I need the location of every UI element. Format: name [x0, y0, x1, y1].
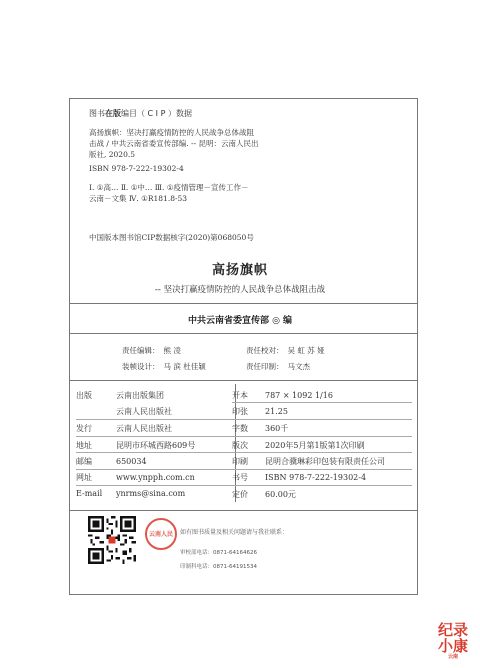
cip-isbn: ISBN 978-7-222-19302-4: [89, 164, 184, 173]
row-rule: [76, 436, 232, 437]
contact-note: 如有图书质量及相关问题请与我社联系：: [180, 529, 289, 536]
cip-line: Ⅰ. ①高… Ⅱ. ①中… Ⅲ. ①疫情管理－宣传工作－: [89, 183, 249, 192]
cip-line: 云南－文集 Ⅳ. ①R181.8-53: [89, 194, 188, 203]
publisher-seal: 云南人民: [145, 518, 177, 550]
row-rule: [232, 402, 412, 403]
divider: [70, 303, 417, 304]
distributor-row: 发行 云南人民出版社: [76, 424, 172, 433]
wordcount-row: 字数 360千: [232, 424, 289, 433]
qr-code: [88, 516, 136, 564]
logo-line: 纪录: [437, 621, 468, 639]
logo-line: 小康: [437, 637, 468, 655]
book-title: 高扬旗帜: [211, 263, 268, 278]
sheets-row: 印张 21.25: [232, 407, 288, 416]
divider: [70, 333, 417, 334]
proofreader-credit: 责任校对： 吴 虹 苏 娅: [246, 346, 325, 355]
row-rule: [232, 419, 412, 420]
row-rule: [232, 436, 412, 437]
row-rule: [232, 452, 412, 453]
divider: [70, 380, 417, 381]
print-phone: 印制科电话：0871-64191534: [180, 564, 257, 570]
cip-line: 击战 / 中共云南省委宣传部编. -- 昆明：云南人民出: [89, 139, 259, 148]
book-author: 中共云南省委宣传部 ◎ 编: [187, 316, 293, 326]
website-row: 网址 www.ynpph.com.cn: [76, 473, 195, 482]
cip-number: 中国版本图书馆CIP数据核字(2020)第068050号: [89, 233, 254, 242]
address-row: 地址 昆明市环城西路609号: [76, 441, 196, 450]
printing-credit: 责任印制： 马文杰: [246, 362, 310, 371]
row-rule: [76, 452, 232, 453]
row-rule: [76, 485, 232, 486]
brand-logo: [430, 622, 476, 664]
price-row: 定价 60.00元: [232, 490, 296, 499]
cip-line: 高扬旗帜：坚决打赢疫情防控的人民战争总体战阻: [89, 128, 254, 137]
printer-row: 印刷 昆明合骥琳彩印包装有限责任公司: [232, 457, 385, 466]
publisher-row: 出版 云南出版集团: [76, 391, 164, 400]
editor-credit: 责任编辑： 熊 凌: [122, 346, 181, 355]
postcode-row: 邮编 650034: [76, 457, 147, 466]
publisher-row: 云南人民出版社: [116, 407, 172, 416]
logo-line: 云南: [447, 654, 458, 660]
row-rule: [232, 485, 412, 486]
cip-bibliographic-record: [89, 127, 329, 174]
book-subtitle: -- 坚决打赢疫情防控的人民战争总体战阻击战: [154, 285, 326, 295]
review-phone: 审校部电话：0871-64164626: [180, 550, 257, 556]
row-rule: [76, 419, 232, 420]
cip-line: 版社, 2020.5: [89, 150, 136, 159]
designer-credit: 装帧设计： 马 滨 杜佳颖: [122, 362, 206, 371]
edition-row: 版次 2020年5月第1版第1次印刷: [232, 441, 365, 450]
isbn-row: 书号 ISBN 978-7-222-19302-4: [232, 473, 367, 482]
format-row: 开本 787 × 1092 1/16: [232, 391, 333, 400]
row-rule: [76, 469, 232, 470]
row-rule: [232, 469, 412, 470]
divider: [70, 510, 417, 511]
cip-subject-record: [89, 182, 329, 204]
cip-header: 图书在版编目（ C I P ）数据: [89, 109, 192, 118]
email-row: E-mail ynrms@sina.com: [76, 489, 186, 498]
